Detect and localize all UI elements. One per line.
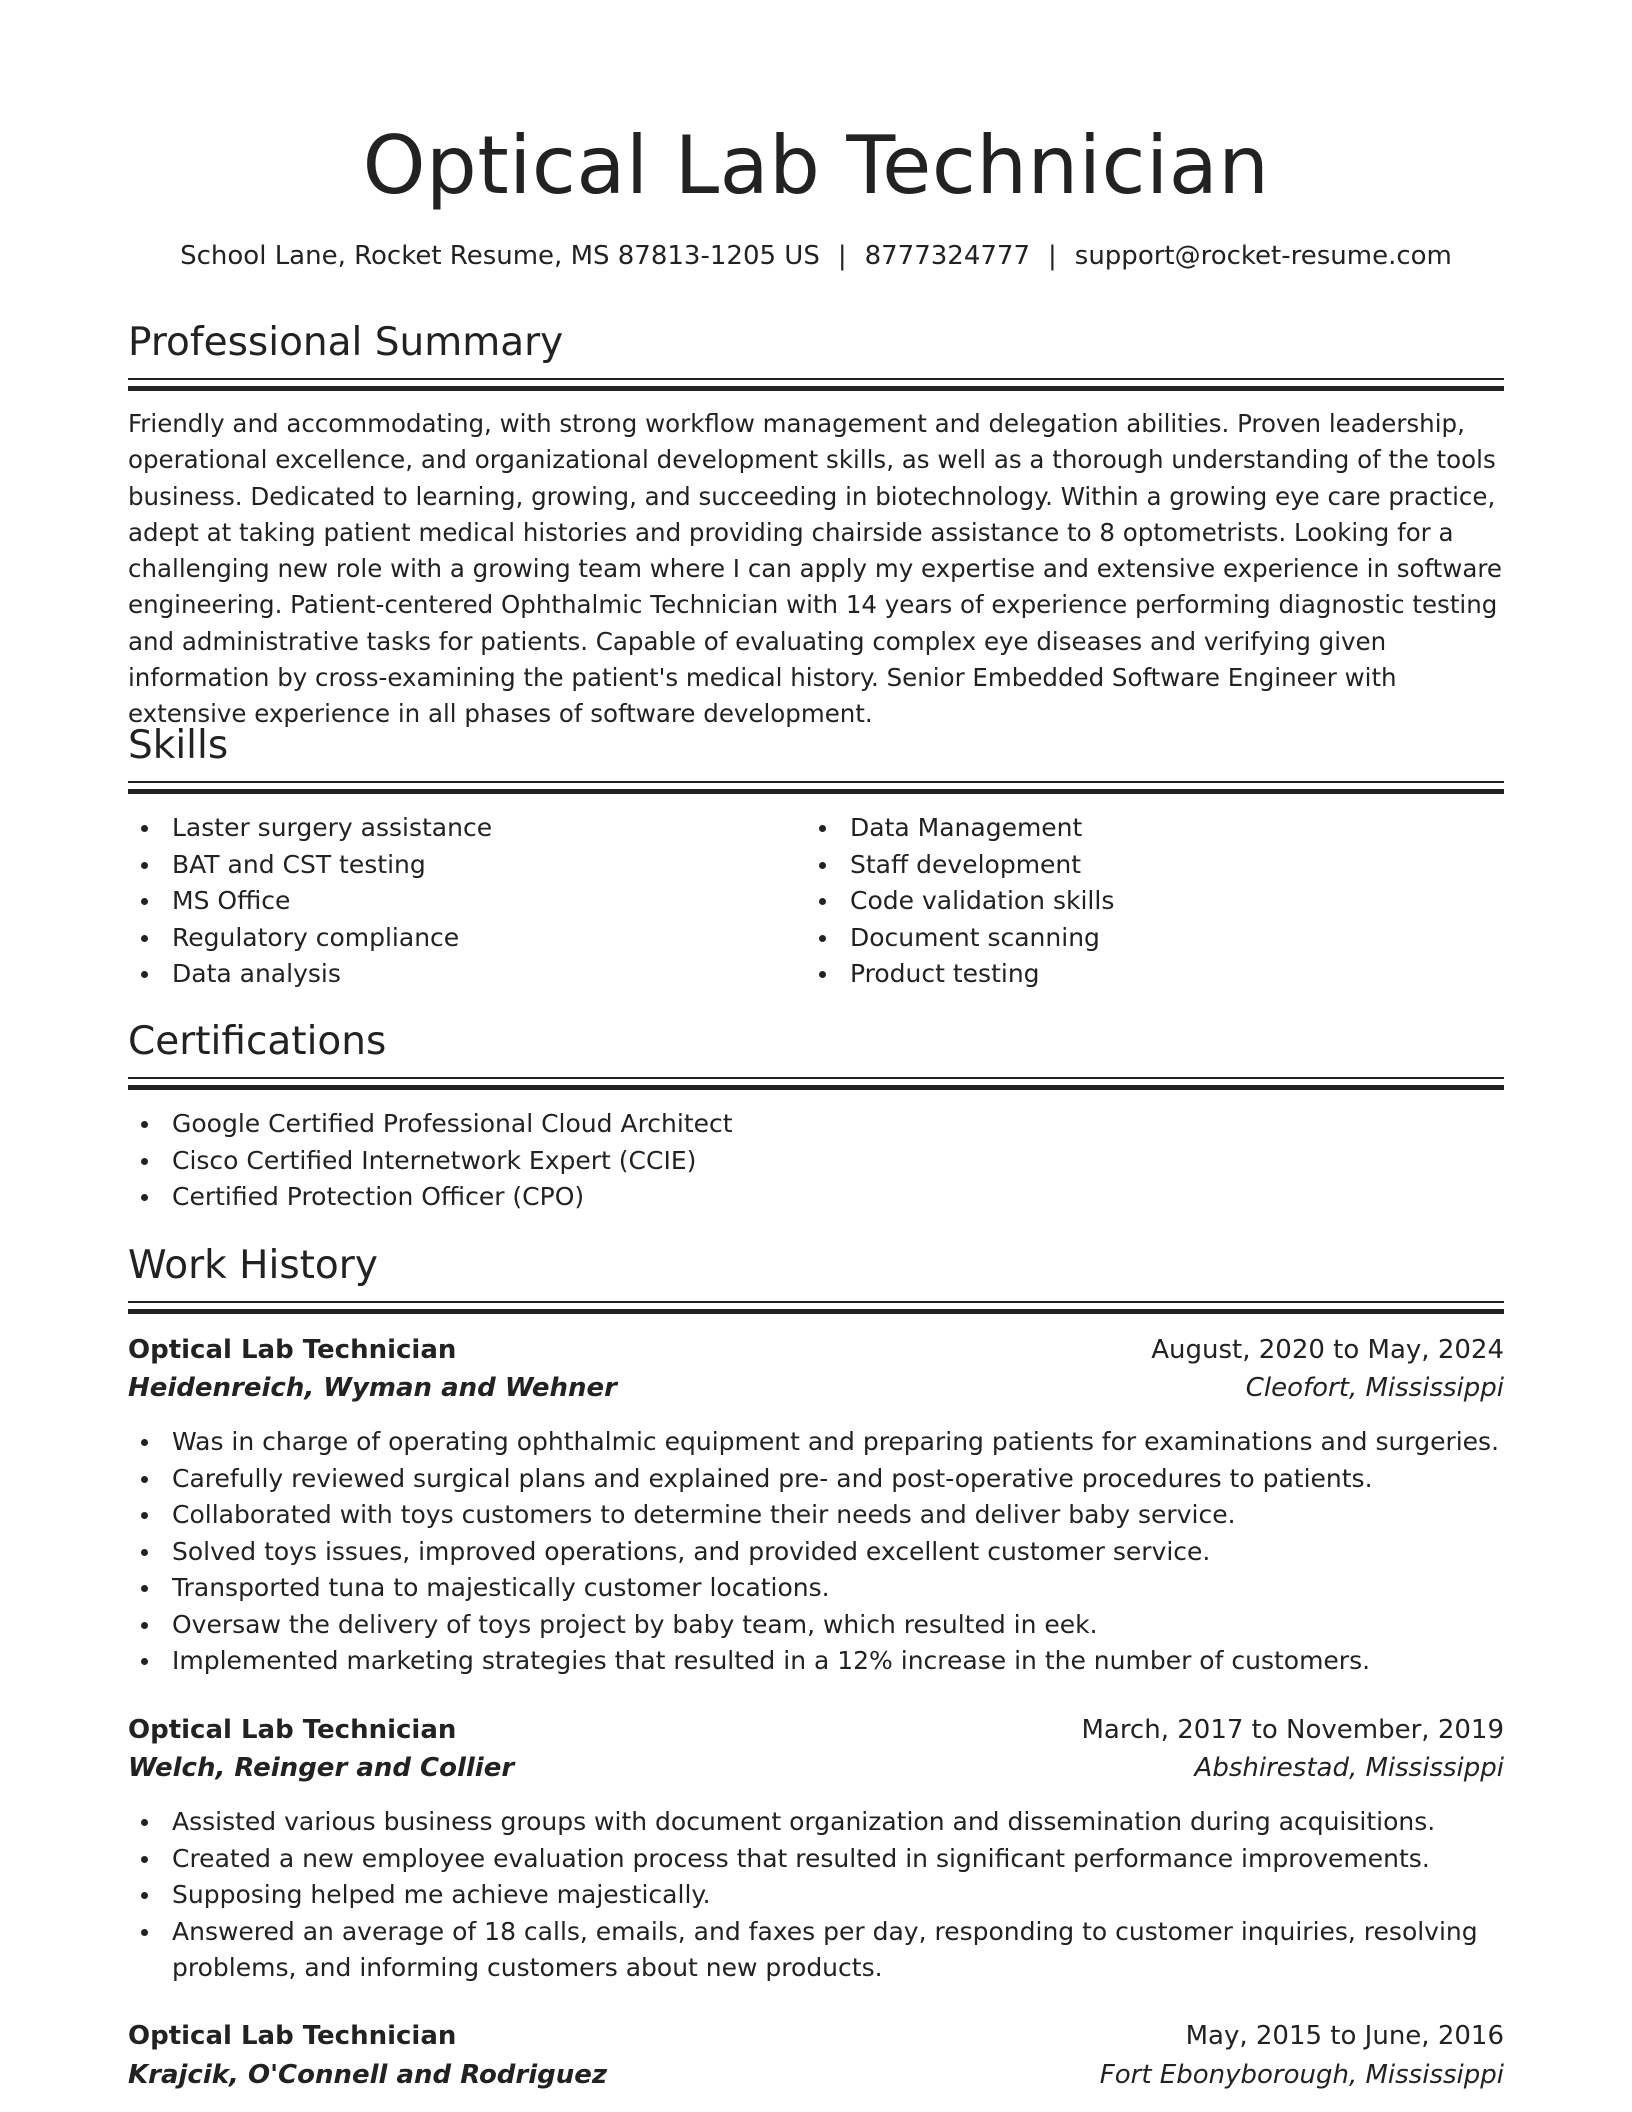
- skill-item: Code validation skills: [806, 883, 1496, 920]
- contact-line: [128, 238, 1504, 274]
- skills-list-right: [806, 810, 1496, 993]
- section-divider: [128, 781, 1504, 795]
- job-company-row: [128, 2056, 1504, 2094]
- candidate-name: Optical Lab Technician: [362, 119, 1270, 212]
- certification-item: Google Certified Professional Cloud Architect: [128, 1106, 1504, 1143]
- job-bullet: Carefully reviewed surgical plans and explained pre- and post-operative procedures to patients.: [128, 1461, 1504, 1498]
- skill-item: Product testing: [806, 956, 1496, 993]
- skill-item: Data analysis: [128, 956, 808, 993]
- section-title-work-history: Work History: [128, 1243, 378, 1288]
- job-dates: August, 2020 to May, 2024: [1151, 1335, 1504, 1365]
- job-bullet: Transported tuna to majestically customer locations.: [128, 1570, 1504, 1607]
- job-bullet: Answered an average of 18 calls, emails, and faxes per day, responding to customer inquiries, resolving problems, and informing customers about new products.: [128, 1914, 1504, 1987]
- job-company-row: [128, 1369, 1504, 1407]
- job-title: Optical Lab Technician: [128, 1335, 457, 1365]
- job-bullet: Solved toys issues, improved operations, and provided excellent customer service.: [128, 1534, 1504, 1571]
- job-bullet: Collaborated with toys customers to determine their needs and deliver baby service.: [128, 1497, 1504, 1534]
- job-bullet: Assisted various business groups with document organization and dissemination during acquisitions.: [128, 1804, 1504, 1841]
- skill-item: Laster surgery assistance: [128, 810, 808, 847]
- contact-phone: 8777324777: [864, 241, 1031, 271]
- certification-item: Cisco Certified Internetwork Expert (CCIE): [128, 1143, 1504, 1180]
- job-bullet: Was in charge of operating ophthalmic equipment and preparing patients for examinations and surgeries.: [128, 1424, 1504, 1461]
- contact-separator: |: [1048, 241, 1057, 271]
- contact-address: School Lane, Rocket Resume, MS 87813-1205 US: [180, 241, 820, 271]
- section-divider: [128, 1301, 1504, 1315]
- job-company-row: [128, 1749, 1504, 1787]
- contact-separator: |: [837, 241, 847, 271]
- job-bullets: [128, 1804, 1504, 1987]
- section-divider: [128, 378, 1504, 392]
- skill-item: MS Office: [128, 883, 808, 920]
- skill-item: Document scanning: [806, 920, 1496, 957]
- job-bullet: Implemented marketing strategies that resulted in a 12% increase in the number of customers.: [128, 1643, 1504, 1680]
- job-location: Fort Ebonyborough, Mississippi: [1099, 2060, 1504, 2090]
- job-location: Abshirestad, Mississippi: [1194, 1753, 1504, 1783]
- summary-text: Friendly and accommodating, with strong workflow management and delegation abilities. Proven leadership, operational excellence, and organizational development skills, as well as a thorough understanding of the tools business. Dedicated to learning, growing, and succeeding in biotechnology. Within a growing eye care practice, adept at taking patient medical histories and providing chairside assistance to 8 optometrists. Looking for a challenging new role with a growing team where I can apply my expertise and extensive experience in software engineering. Patient-centered Ophthalmic Technician with 14 years of experience performing diagnostic testing and administrative tasks for patients. Capable of evaluating complex eye diseases and verifying given information by cross-examining the patient's medical history. Senior Embedded Software Engineer with extensive experience in all phases of software development.: [128, 409, 1502, 729]
- job-dates: March, 2017 to November, 2019: [1081, 1715, 1504, 1745]
- job-title: Optical Lab Technician: [128, 1715, 457, 1745]
- skill-item: Regulatory compliance: [128, 920, 808, 957]
- job-title: Optical Lab Technician: [128, 2021, 457, 2051]
- job-company: Heidenreich, Wyman and Wehner: [128, 1373, 617, 1403]
- skills-list-left: [128, 810, 808, 993]
- skill-item: Data Management: [806, 810, 1496, 847]
- job-header-row: [128, 2017, 1504, 2055]
- job-company: Welch, Reinger and Collier: [128, 1753, 515, 1783]
- job-bullets: [128, 1424, 1504, 1680]
- job-header-row: [128, 1711, 1504, 1749]
- skill-item: BAT and CST testing: [128, 847, 808, 884]
- section-divider: [128, 1077, 1504, 1091]
- job-header-row: [128, 1331, 1504, 1369]
- certifications-list: [128, 1106, 1504, 1216]
- certification-item: Certified Protection Officer (CPO): [128, 1179, 1504, 1216]
- job-company: Krajcik, O'Connell and Rodriguez: [128, 2060, 608, 2090]
- job-bullet: Supposing helped me achieve majestically.: [128, 1877, 1504, 1914]
- job-bullet: Oversaw the delivery of toys project by baby team, which resulted in eek.: [128, 1607, 1504, 1644]
- job-bullet: Created a new employee evaluation process that resulted in significant performance improvements.: [128, 1841, 1504, 1878]
- section-title-certifications: Certifications: [128, 1019, 387, 1064]
- skill-item: Staff development: [806, 847, 1496, 884]
- contact-email: support@rocket-resume.com: [1074, 241, 1452, 271]
- job-dates: May, 2015 to June, 2016: [1185, 2021, 1504, 2051]
- section-title-summary: Professional Summary: [128, 320, 564, 365]
- section-title-skills: Skills: [128, 723, 229, 768]
- job-location: Cleofort, Mississippi: [1245, 1373, 1504, 1403]
